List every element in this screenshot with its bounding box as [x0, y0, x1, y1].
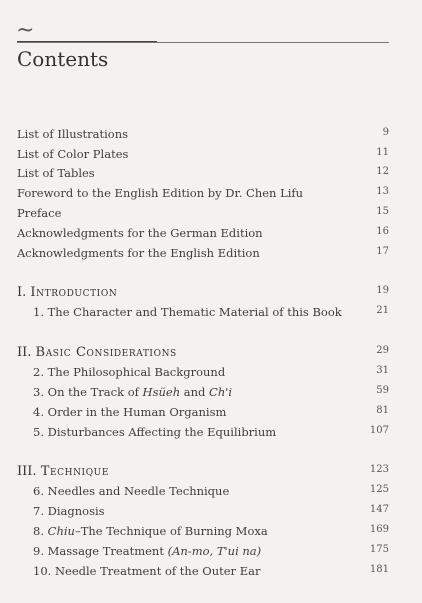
- toc-entry-page: 175: [369, 544, 389, 555]
- part-name: Introduction: [30, 285, 118, 300]
- toc-entry-page: 147: [369, 504, 389, 515]
- part-name: Basic Considerations: [35, 345, 177, 360]
- chapter-number: 9.: [33, 544, 44, 558]
- chapter-number: 4.: [33, 405, 44, 419]
- toc-chapter[interactable]: [0, 405, 422, 423]
- toc-entry-page: 19: [376, 285, 389, 296]
- toc-entry-page: 181: [369, 564, 389, 575]
- tilde-ornament: ~: [16, 18, 35, 43]
- chapter-title: Chiu–The Technique of Burning Moxa: [47, 524, 268, 538]
- chapter-number: 8.: [33, 524, 44, 538]
- chapter-title: Diagnosis: [47, 504, 105, 518]
- chapter-title: On the Track of Hsüeh and Ch'i: [47, 385, 233, 399]
- toc-entry-page: 13: [376, 186, 389, 197]
- chapter-number: 10.: [33, 564, 52, 578]
- chapter-number: 2.: [33, 365, 44, 379]
- part-numeral: II.: [17, 345, 32, 360]
- toc-chapter[interactable]: [0, 365, 422, 383]
- toc-entry[interactable]: [0, 206, 422, 224]
- toc-chapter[interactable]: [0, 544, 422, 562]
- toc-entry-page: 16: [376, 226, 389, 237]
- toc-entry[interactable]: [0, 127, 422, 145]
- chapter-title: Disturbances Affecting the Equilibrium: [47, 425, 277, 439]
- toc-entry-page: 21: [376, 305, 389, 316]
- toc-entry-label: List of Illustrations: [17, 127, 129, 141]
- toc-entry-label: Preface: [17, 206, 62, 220]
- toc-entry-page: 107: [369, 425, 389, 436]
- chapter-title: The Philosophical Background: [47, 365, 226, 379]
- toc-entry[interactable]: [0, 246, 422, 264]
- toc-chapter[interactable]: [0, 385, 422, 403]
- part-numeral: I.: [17, 285, 27, 300]
- toc-entry-page: 125: [369, 484, 389, 495]
- page-title: Contents: [17, 47, 109, 71]
- toc-entry[interactable]: [0, 166, 422, 184]
- toc-entry-page: 9: [382, 127, 389, 138]
- chapter-title: Needle Treatment of the Outer Ear: [54, 564, 261, 578]
- chapter-title: Order in the Human Organism: [47, 405, 227, 419]
- toc-entry-label: List of Tables: [17, 166, 95, 180]
- toc-entry-page: 11: [376, 147, 389, 158]
- part-numeral: III.: [17, 464, 37, 479]
- toc-entry[interactable]: [0, 226, 422, 244]
- chapter-number: 3.: [33, 385, 44, 399]
- part-name: Technique: [40, 464, 110, 479]
- toc-entry-page: 59: [376, 385, 389, 396]
- toc-chapter[interactable]: [0, 564, 422, 582]
- chapter-title: Needles and Needle Technique: [47, 484, 230, 498]
- toc-entry-page: 17: [376, 246, 389, 257]
- header-rule: [17, 42, 389, 43]
- toc-entry-label: Acknowledgments for the English Edition: [17, 246, 260, 260]
- toc-entry-page: 29: [376, 345, 389, 356]
- toc-entry-page: 123: [369, 464, 389, 475]
- toc-entry-page: 169: [369, 524, 389, 535]
- toc-chapter[interactable]: [0, 484, 422, 502]
- toc-entry-label: Acknowledgments for the German Edition: [17, 226, 263, 240]
- toc-entry-label: List of Color Plates: [17, 147, 129, 161]
- toc-chapter[interactable]: [0, 305, 422, 323]
- toc-part-technique[interactable]: [0, 464, 422, 482]
- chapter-number: 1.: [33, 305, 44, 319]
- toc-part-introduction[interactable]: [0, 285, 422, 303]
- toc-entry-label: Foreword to the English Edition by Dr. Chen Lifu: [17, 186, 304, 200]
- toc-entry[interactable]: [0, 186, 422, 204]
- chapter-number: 7.: [33, 504, 44, 518]
- toc-chapter[interactable]: [0, 425, 422, 443]
- chapter-title: Massage Treatment (An-mo, T'ui na): [47, 544, 262, 558]
- toc-entry-page: 12: [376, 166, 389, 177]
- toc-chapter[interactable]: [0, 504, 422, 522]
- chapter-number: 6.: [33, 484, 44, 498]
- toc-entry-page: 15: [376, 206, 389, 217]
- toc-entry-page: 81: [376, 405, 389, 416]
- toc-part-basic-considerations[interactable]: [0, 345, 422, 363]
- chapter-title: The Character and Thematic Material of this Book: [47, 305, 342, 319]
- chapter-number: 5.: [33, 425, 44, 439]
- toc-entry-page: 31: [376, 365, 389, 376]
- toc-entry[interactable]: [0, 147, 422, 165]
- toc-chapter[interactable]: [0, 524, 422, 542]
